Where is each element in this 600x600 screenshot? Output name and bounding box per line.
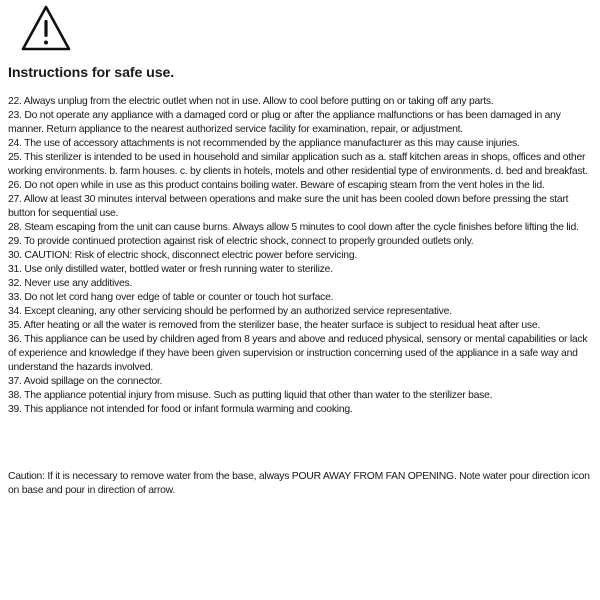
warning-triangle-icon — [20, 4, 72, 52]
instruction-item: 36. This appliance can be used by children aged from 8 years and above and reduced physical, sensory or mental capabilities or lack of experience and knowledge if they have been given supervision or instruction concerning used of the appliance in a safe way and understand the hazards involved. — [8, 334, 588, 373]
instructions-list — [8, 95, 594, 417]
instruction-item: 22. Always unplug from the electric outlet when not in use. Allow to cool before putting on or taking off any parts. — [8, 96, 494, 107]
instruction-item: 29. To provide continued protection against risk of electric shock, connect to properly grounded outlets only. — [8, 236, 474, 247]
instruction-item: 39. This appliance not intended for food or infant formula warming and cooking. — [8, 404, 353, 415]
instruction-item: 34. Except cleaning, any other servicing should be performed by an authorized service representative. — [8, 306, 452, 317]
instruction-item: 35. After heating or all the water is removed from the sterilizer base, the heater surface is subject to residual heat after use. — [8, 320, 541, 331]
instruction-item: 37. Avoid spillage on the connector. — [8, 376, 163, 387]
instruction-item: 32. Never use any additives. — [8, 278, 133, 289]
instruction-item: 26. Do not open while in use as this product contains boiling water. Beware of escaping steam from the vent holes in the lid. — [8, 180, 545, 191]
page-title: Instructions for safe use. — [8, 65, 175, 81]
instruction-item: 27. Allow at least 30 minutes interval between operations and make sure the unit has been cooled down before pressing the start button for sequential use. — [8, 194, 569, 219]
instruction-item: 38. The appliance potential injury from misuse. Such as putting liquid that other than water to the sterilizer base. — [8, 390, 493, 401]
instruction-item: 31. Use only distilled water, bottled water or fresh running water to sterilize. — [8, 264, 333, 275]
caution-note: Caution: If it is necessary to remove water from the base, always POUR AWAY FROM FAN OPENING. Note water pour direction icon on base and pour in direction of arrow. — [8, 471, 590, 496]
instruction-item: 25. This sterilizer is intended to be used in household and similar application such as a. staff kitchen areas in shops, offices and other working environments. b. farm houses. c. by clients in hotels, motels and other residential type of environments. d. bed and breakfast. — [8, 152, 588, 177]
instruction-item: 33. Do not let cord hang over edge of table or counter or touch hot surface. — [8, 292, 334, 303]
instruction-item: 24. The use of accessory attachments is not recommended by the appliance manufacturer as this may cause injuries. — [8, 138, 520, 149]
instruction-item: 23. Do not operate any appliance with a damaged cord or plug or after the appliance malfunctions or has been damaged in any manner. Return appliance to the nearest authorized service facility for examination, repair, or adjustment. — [8, 110, 561, 135]
instruction-item: 28. Steam escaping from the unit can cause burns. Always allow 5 minutes to cool down after the cycle finishes before lifting the lid. — [8, 222, 579, 233]
instruction-item: 30. CAUTION: Risk of electric shock, disconnect electric power before servicing. — [8, 250, 358, 261]
